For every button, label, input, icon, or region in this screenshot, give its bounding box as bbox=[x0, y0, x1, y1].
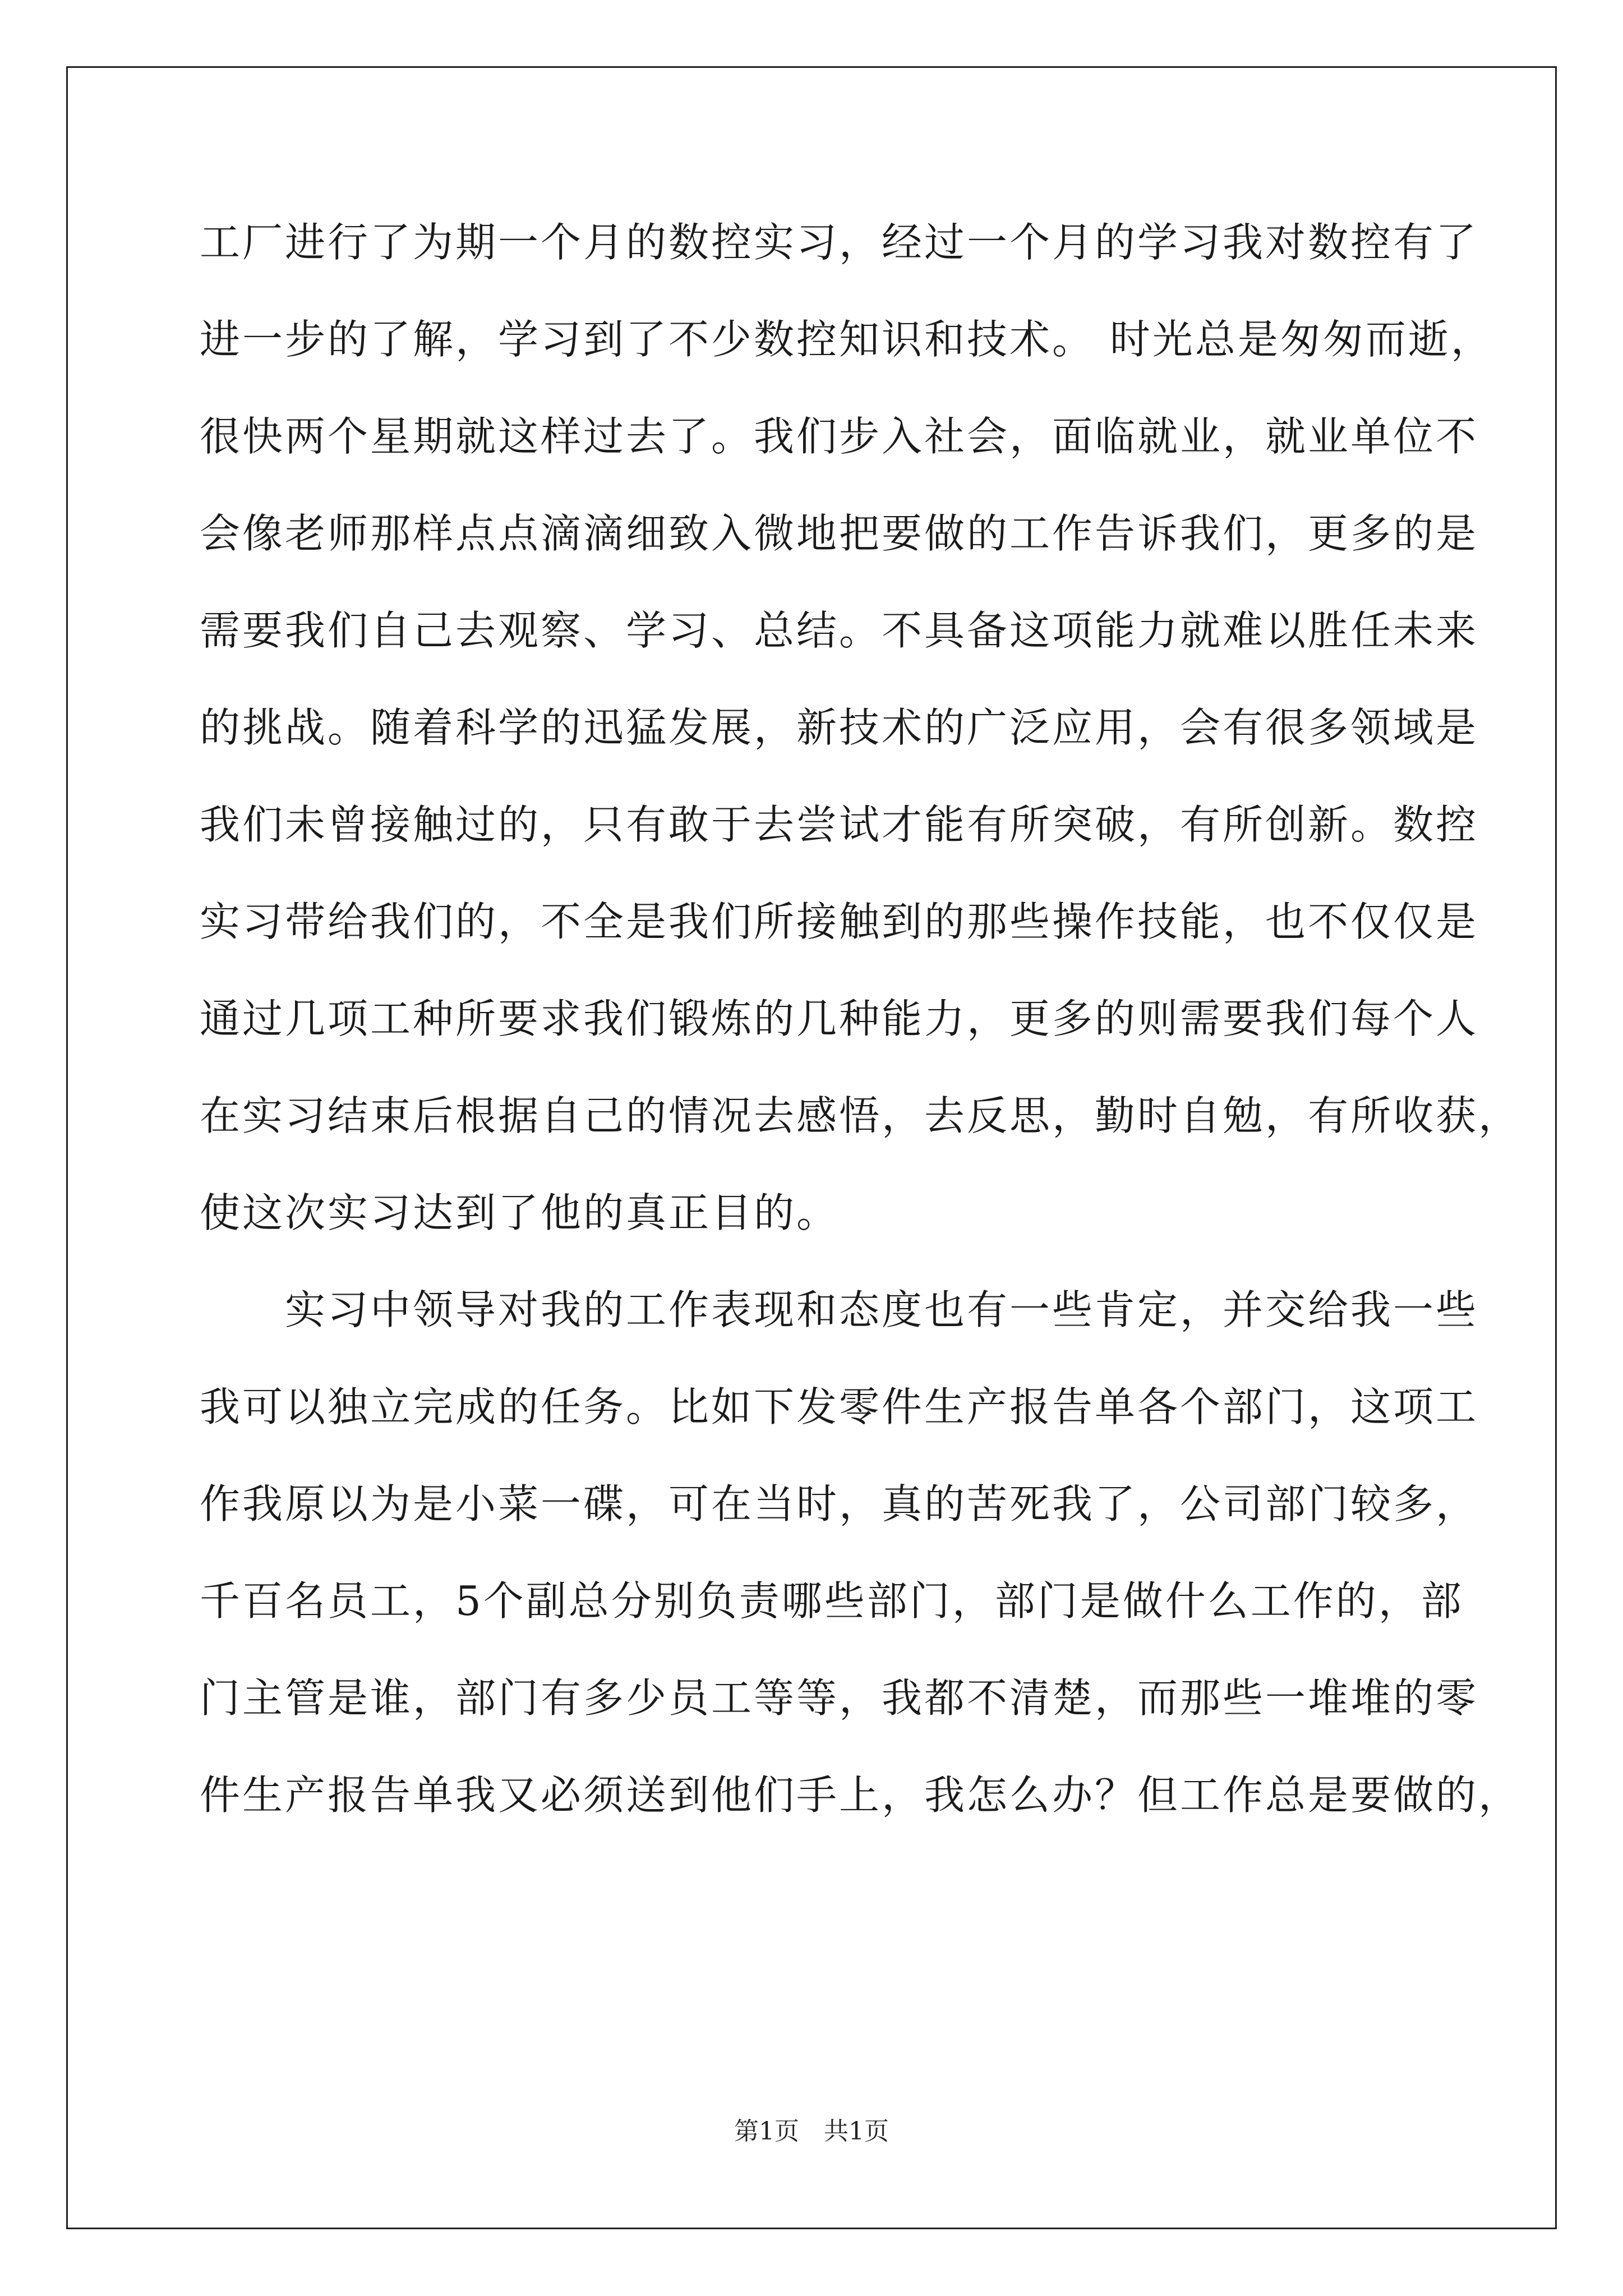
page-number-footer: 第1页 共1页 bbox=[734, 2117, 889, 2146]
text-line: 在实习结束后根据自己的情况去感悟，去反思，勤时自勉，有所收获， bbox=[200, 1092, 1521, 1139]
text-line: 门主管是谁，部门有多少员工等等，我都不清楚，而那些一堆堆的零 bbox=[200, 1674, 1479, 1722]
text-line: 的挑战。随着科学的迅猛发展，新技术的广泛应用，会有很多领域是 bbox=[200, 704, 1479, 751]
text-line: 会像老师那样点点滴滴细致入微地把要做的工作告诉我们，更多的是 bbox=[200, 510, 1479, 557]
text-line: 件生产报告单我又必须送到他们手上，我怎么办？但工作总是要做的， bbox=[200, 1772, 1521, 1819]
text-line: 进一步的了解，学习到了不少数控知识和技术。 时光总是匆匆而逝， bbox=[200, 316, 1493, 363]
text-line: 作我原以为是小菜一碟，可在当时，真的苦死我了，公司部门较多， bbox=[200, 1480, 1479, 1527]
text-line: 通过几项工种所要求我们锻炼的几种能力，更多的则需要我们每个人 bbox=[200, 995, 1479, 1042]
text-line: 我们未曾接触过的，只有敢于去尝试才能有所突破，有所创新。数控 bbox=[200, 801, 1479, 848]
text-line: 千百名员工，5个副总分别负责哪些部门，部门是做什么工作的，部 bbox=[200, 1577, 1464, 1625]
text-line: 我可以独立完成的任务。比如下发零件生产报告单各个部门，这项工 bbox=[200, 1383, 1479, 1430]
text-line: 使这次实习达到了他的真正目的。 bbox=[200, 1189, 840, 1236]
text-line: 需要我们自己去观察、学习、总结。不具备这项能力就难以胜任未来 bbox=[200, 607, 1479, 654]
text-line: 实习带给我们的，不全是我们所接触到的那些操作技能，也不仅仅是 bbox=[200, 898, 1479, 945]
paragraph-start-line: 实习中领导对我的工作表现和态度也有一些肯定，并交给我一些 bbox=[200, 1286, 1479, 1333]
text-line: 工厂进行了为期一个月的数控实习，经过一个月的学习我对数控有了 bbox=[200, 219, 1479, 266]
text-line: 很快两个星期就这样过去了。我们步入社会，面临就业，就业单位不 bbox=[200, 413, 1479, 460]
